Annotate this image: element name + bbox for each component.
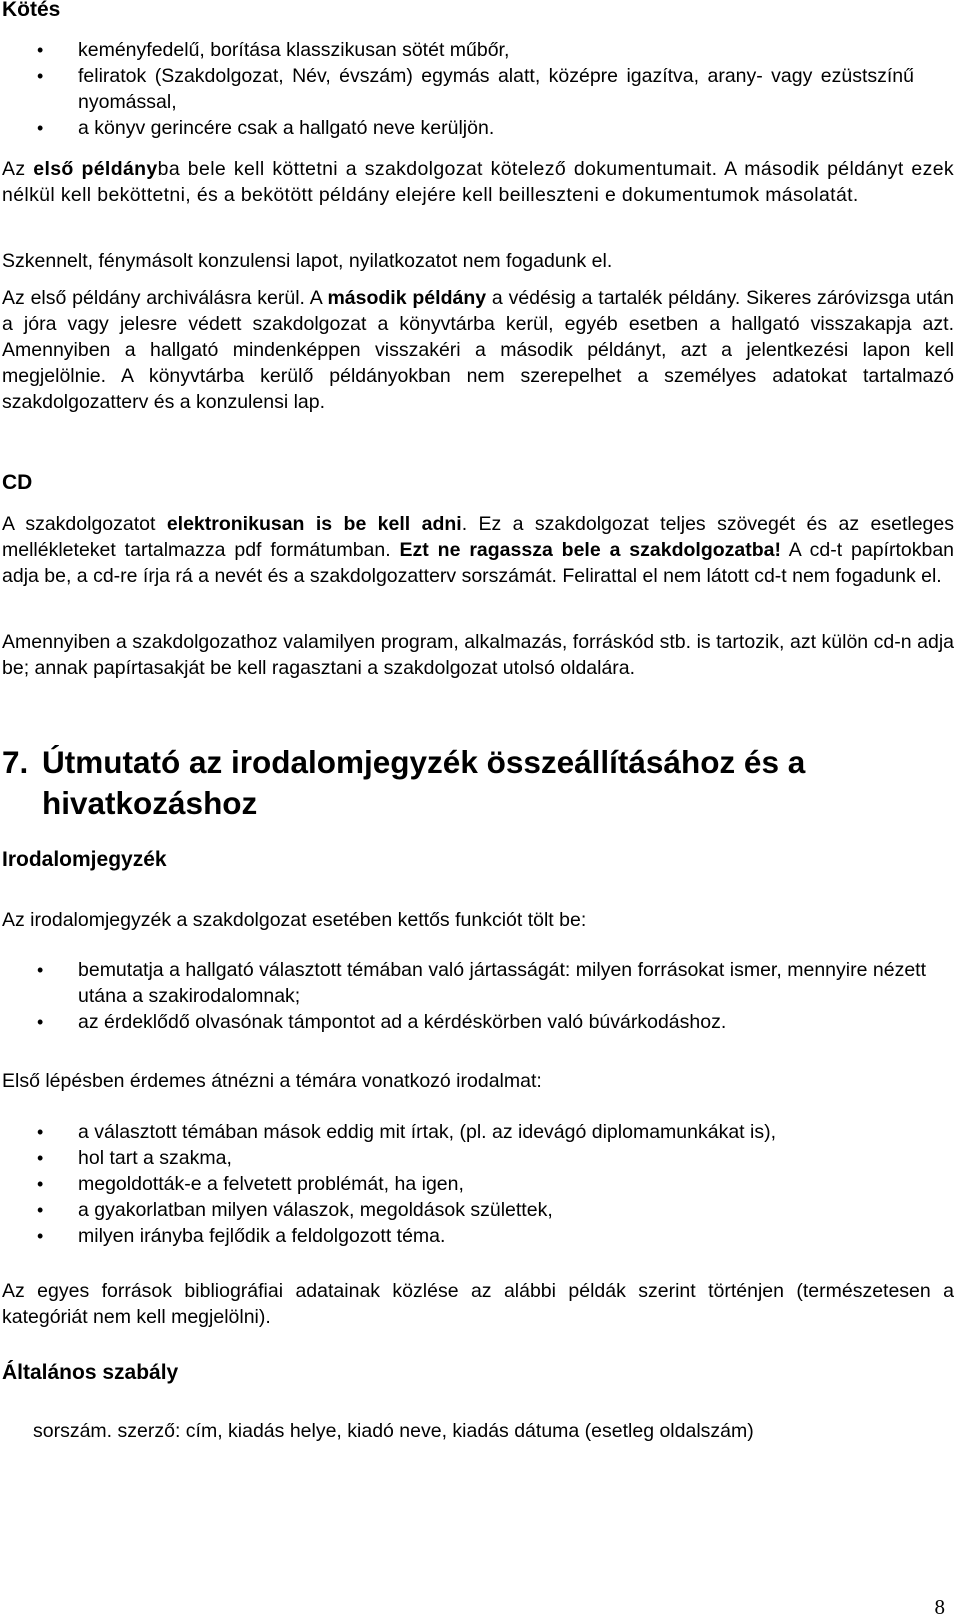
rule-text: sorszám. szerző: cím, kiadás helye, kiadó neve, kiadás dátuma (esetleg oldalszám)	[33, 1420, 754, 1442]
paragraph-cd-2: Amennyiben a szakdolgozathoz valamilyen program, alkalmazás, forráskód stb. is tartozik, azt külön cd-n adja be; annak papírtasakját be kell ragasztani a szakdolgozat utolsó oldalára.	[2, 631, 954, 679]
paragraph-irodalom-intro: Az irodalomjegyzék a szakdolgozat esetében kettős funkciót tölt be:	[2, 909, 587, 931]
list-item: • keményfedelű, borítása klasszikusan sötét műbőr,	[2, 37, 954, 63]
list-item: • a könyv gerincére csak a hallgató neve kerüljön.	[2, 115, 954, 141]
list-item: • a választott témában mások eddig mit írtak, (pl. az idevágó diplomamunkákat is),	[2, 1119, 954, 1145]
list-item: • feliratok (Szakdolgozat, Név, évszám) egymás alatt, középre igazítva, arany- vagy ezüstszínű nyomással,	[2, 63, 954, 115]
paragraph-kotes-1: Az első példányba bele kell köttetni a szakdolgozat kötelező dokumentumait. A második példányt ezek nélkül kell beköttetni, és a bekötött példány elejére kell beilleszteni e dokumentumok másolatát.	[2, 158, 955, 206]
page-number: 8	[934, 1595, 945, 1619]
irodalom-list-2	[2, 1119, 954, 1249]
paragraph-cd-1: A szakdolgozatot elektronikusan is be kell adni. Ez a szakdolgozat teljes szövegét és az esetleges mellékleteket tartalmazza pdf formátumban. Ezt ne ragassza bele a szakdolgozatba! A cd-t papírtokban adja be, a cd-re írja rá a nevét és a szakdolgozatterv sorszámát. Felirattal el nem látott cd-t nem fogadunk el.	[2, 513, 955, 587]
heading-altalanos-szabaly: Általános szabály	[2, 1361, 179, 1384]
paragraph-sources: Az egyes források bibliográfiai adatainak közlése az alábbi példák szerint történjen (természetesen a kategóriát nem kell megjelölni).	[2, 1280, 954, 1328]
heading-kotes: Kötés	[2, 0, 61, 21]
list-item: • hol tart a szakma,	[2, 1145, 954, 1171]
list-item: • megoldották-e a felvetett problémát, ha igen,	[2, 1171, 954, 1197]
kotes-list	[2, 37, 954, 141]
list-item: • a gyakorlatban milyen válaszok, megoldások születtek,	[2, 1197, 954, 1223]
irodalom-list	[2, 957, 954, 1035]
list-item: • milyen irányba fejlődik a feldolgozott téma.	[2, 1223, 954, 1249]
section-7-title: 7. Útmutató az irodalomjegyzék összeállításához és a hivatkozáshoz	[2, 744, 806, 821]
list-item: • az érdeklődő olvasónak támpontot ad a kérdéskörben való búvárkodáshoz.	[2, 1009, 954, 1035]
list-item: • bemutatja a hallgató választott témában való jártasságát: milyen forrásokat ismer, mennyire nézett utána a szakirodalomnak;	[2, 957, 954, 1009]
heading-irodalomjegyzek: Irodalomjegyzék	[2, 848, 167, 871]
paragraph-kotes-2: Szkennelt, fénymásolt konzulensi lapot, nyilatkozatot nem fogadunk el.	[2, 250, 613, 272]
paragraph-kotes-3: Az első példány archiválásra kerül. A második példány a védésig a tartalék példány. Sikeres záróvizsga után a jóra vagy jelesre védett szakdolgozat a könyvtárba kerül, egyéb esetben a hallgató visszakapja azt. Amennyiben a hallgató mindenképpen visszakéri a második példányt, azt a jelentkezési lapon kell megjelölnie. A könyvtárba kerülő példányokban nem szerepelhet a személyes adatokat tartalmazó szakdolgozatterv és a konzulensi lap.	[2, 287, 955, 413]
paragraph-irodalom-intro2: Első lépésben érdemes átnézni a témára vonatkozó irodalmat:	[2, 1070, 542, 1092]
heading-cd: CD	[2, 471, 33, 494]
